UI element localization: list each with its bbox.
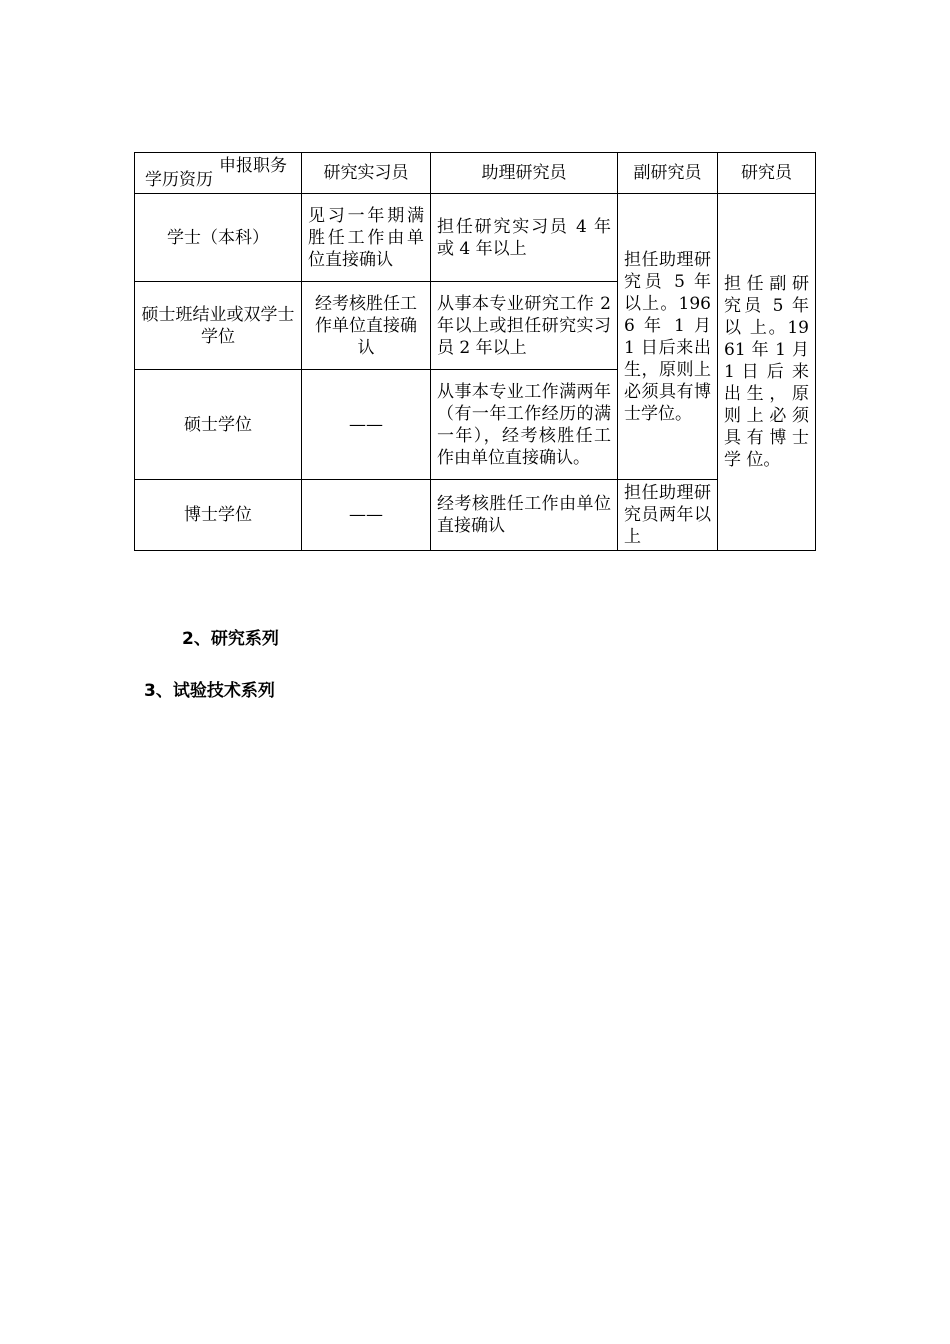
table-header-row	[135, 153, 816, 194]
cell-assistant: 从事本专业工作满两年（有一年工作经历的满一年），经考核胜任工作由单位直接确认。	[431, 370, 618, 480]
header-corner-bottom: 学历资历	[145, 170, 213, 190]
section-heading-research-series: 2、研究系列	[182, 629, 279, 649]
table-row	[135, 194, 816, 282]
row-label: 硕士班结业或双学士学位	[135, 282, 302, 370]
header-col-associate: 副研究员	[618, 153, 718, 194]
cell-intern: 见习一年期满胜任工作由单位直接确认	[302, 194, 431, 282]
cell-assistant: 担任研究实习员 4 年或 4 年以上	[431, 194, 618, 282]
cell-assistant: 经考核胜任工作由单位直接确认	[431, 480, 618, 551]
header-col-researcher: 研究员	[718, 153, 816, 194]
cell-researcher-merged: 担 任 副 研究员 5 年 以 上。1961 年 1 月 1 日 后 来 出 生 ， 原 则 上 必 须 具 有 博 士 学 位。	[718, 194, 816, 551]
row-label: 博士学位	[135, 480, 302, 551]
row-label: 学士（本科）	[135, 194, 302, 282]
section-heading-lab-tech-series: 3、试验技术系列	[144, 681, 275, 701]
header-corner-cell	[135, 153, 302, 194]
cell-associate-merged: 担任助理研究员 5 年以上。1966 年 1 月 1 日后来出生，原则上必须具有博士学位。	[618, 194, 718, 480]
cell-intern: 经考核胜任工作单位直接确认	[302, 282, 431, 370]
row-label: 硕士学位	[135, 370, 302, 480]
cell-assistant: 从事本专业研究工作 2 年以上或担任研究实习员 2 年以上	[431, 282, 618, 370]
cell-intern: ——	[302, 480, 431, 551]
table-row	[135, 480, 816, 551]
cell-associate-doctor: 担任助理研究员两年以上	[618, 480, 718, 551]
header-col-intern: 研究实习员	[302, 153, 431, 194]
qualification-table	[134, 152, 816, 551]
header-col-assistant: 助理研究员	[431, 153, 618, 194]
cell-intern: ——	[302, 370, 431, 480]
header-corner-top: 申报职务	[219, 156, 287, 176]
